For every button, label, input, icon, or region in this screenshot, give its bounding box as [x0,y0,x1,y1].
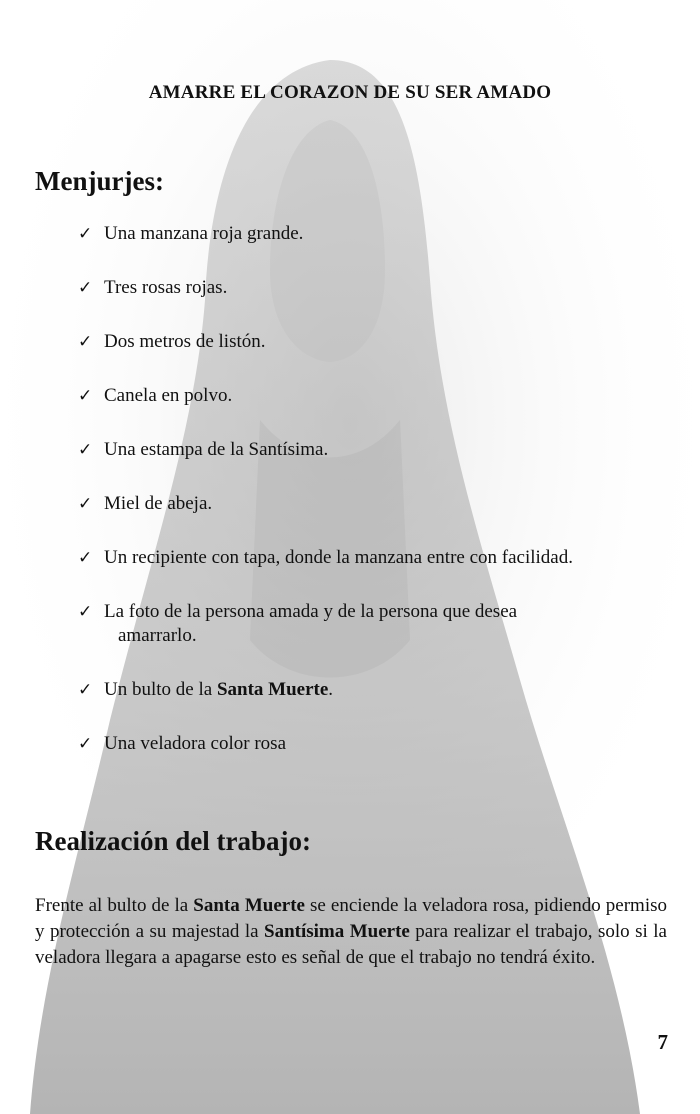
list-item: ✓ Dos metros de listón. [78,331,266,352]
page-title: AMARRE EL CORAZON DE SU SER AMADO [148,82,552,103]
list-item: ✓ Canela en polvo. [78,385,233,406]
list-item: ✓ Un recipiente con tapa, donde la manzana entre con facilidad. [78,547,573,568]
check-icon: ✓ [78,734,93,754]
check-icon: ✓ [78,332,93,352]
list-item: ✓ Una veladora color rosa [78,733,287,754]
check-icon: ✓ [78,278,93,298]
list-item: ✓ Tres rosas rojas. [78,277,228,298]
check-icon: ✓ [78,680,93,700]
procedure-paragraph: Frente al bulto de la Santa Muerte se enciende la veladora rosa, pidiendo permiso y protección a su majestad la Santísima Muerte para realizar el trabajo, solo si la veladora llegara a apagarse esto es señal de que el trabajo no tendrá éxito. [35,895,667,968]
check-icon: ✓ [78,602,93,622]
check-icon: ✓ [78,548,93,568]
heading-menjurjes: Menjurjes: [35,166,164,196]
check-icon: ✓ [78,494,93,514]
list-item: ✓ Una estampa de la Santísima. [78,439,329,460]
check-icon: ✓ [78,224,93,244]
ingredients-list [78,222,668,786]
check-icon: ✓ [78,386,93,406]
list-item: ✓ Una manzana roja grande. [78,223,304,244]
heading-realizacion: Realización del trabajo: [35,826,311,856]
check-icon: ✓ [78,440,93,460]
page-number: 7 [657,1030,668,1054]
list-item: ✓ Miel de abeja. [78,493,213,514]
list-item: ✓ Un bulto de la Santa Muerte. [78,679,334,700]
list-item: ✓ La foto de la persona amada y de la persona que desea amarrarlo. [78,601,518,646]
